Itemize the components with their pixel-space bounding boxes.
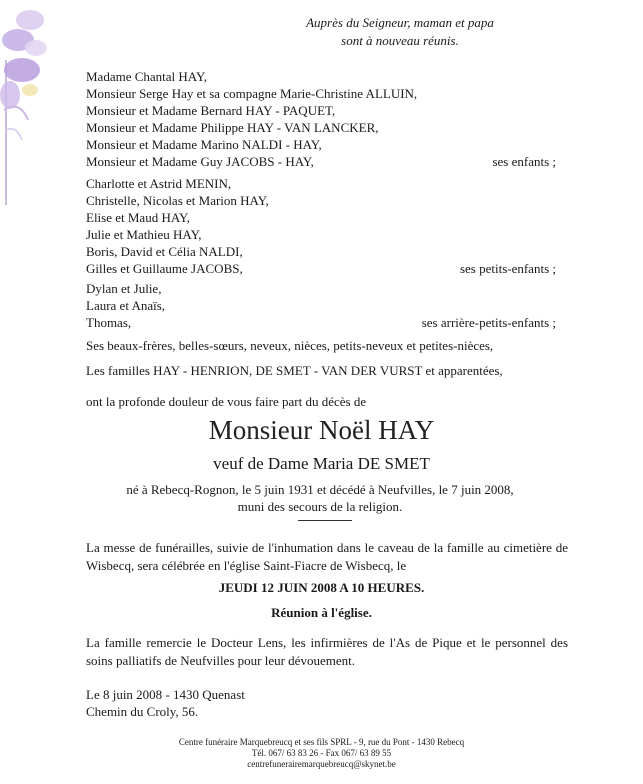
in-laws-line: Ses beaux-frères, belles-sœurs, neveux, nièces, petits-neveux et petites-nièces, xyxy=(86,338,494,353)
place-date-line: Le 8 juin 2008 - 1430 Quenast xyxy=(86,687,245,702)
reunion-text: Réunion à l'église. xyxy=(271,605,372,620)
child-name: Monsieur et Madame Guy JACOBS - HAY, xyxy=(86,154,314,169)
grandchild-line: Elise et Maud HAY, xyxy=(86,210,190,225)
grandchild-line xyxy=(86,260,566,277)
grandchildren-list xyxy=(86,175,566,277)
grandchild-line: Charlotte et Astrid MENIN, xyxy=(86,176,232,191)
funeral-home-footer xyxy=(0,737,643,770)
great-grandchild-line: Laura et Anaïs, xyxy=(86,298,166,313)
mass-text: La messe de funérailles, suivie de l'inhumation dans le caveau de la famille au cimetière de Wisbecq, sera célébrée en l'église Saint-Fiacre de Wisbecq, le xyxy=(86,540,568,573)
footer-email-line: centrefunerairemarquebreucq@skynet.be xyxy=(247,759,396,769)
announcement-line: ont la profonde douleur de vous faire part du décès de xyxy=(86,394,367,409)
grandchild-line: Julie et Mathieu HAY, xyxy=(86,227,202,242)
grandchildren-role: ses petits-enfants ; xyxy=(459,261,556,276)
flower-decoration-icon xyxy=(0,0,50,205)
great-grandchild-line: Dylan et Julie, xyxy=(86,281,162,296)
mass-date: JEUDI 12 JUIN 2008 A 10 HEURES. xyxy=(218,580,425,595)
place-date xyxy=(86,686,245,720)
child-line: Madame Chantal HAY, xyxy=(86,69,207,84)
footer-company-line: Centre funéraire Marquebreucq et ses fils SPRL - 9, rue du Pont - 1430 Rebecq xyxy=(178,737,465,747)
epigraph-line-2: sont à nouveau réunis. xyxy=(341,33,459,48)
widower-line: veuf de Dame Maria DE SMET xyxy=(213,454,430,473)
families-line: Les familles HAY - HENRION, DE SMET - VAN DER VURST et apparentées, xyxy=(86,363,503,378)
religion-line: muni des secours de la religion. xyxy=(237,499,403,514)
great-grandchildren-role: ses arrière-petits-enfants ; xyxy=(421,315,556,330)
child-line: Monsieur et Madame Marino NALDI - HAY, xyxy=(86,137,322,152)
footer-phone-line: Tél. 067/ 63 83 26 - Fax 067/ 63 89 55 xyxy=(251,748,392,758)
address-line: Chemin du Croly, 56. xyxy=(86,704,199,719)
great-grandchild-line xyxy=(86,314,566,331)
child-line: Monsieur Serge Hay et sa compagne Marie-Christine ALLUIN, xyxy=(86,86,418,101)
deceased-name: Monsieur Noël HAY xyxy=(208,415,435,445)
great-grandchild-name: Thomas, xyxy=(86,315,132,330)
divider xyxy=(298,520,352,521)
epigraph xyxy=(300,14,500,50)
child-line: Monsieur et Madame Philippe HAY - VAN LANCKER, xyxy=(86,120,379,135)
grandchild-name: Gilles et Guillaume JACOBS, xyxy=(86,261,243,276)
children-role: ses enfants ; xyxy=(492,154,556,169)
children-list xyxy=(86,68,566,170)
child-line: Monsieur et Madame Bernard HAY - PAQUET, xyxy=(86,103,336,118)
great-grandchildren-list xyxy=(86,280,566,331)
grandchild-line: Boris, David et Célia NALDI, xyxy=(86,244,243,259)
birth-death-line: né à Rebecq-Rognon, le 5 juin 1931 et décédé à Neufvilles, le 7 juin 2008, xyxy=(126,482,514,497)
child-line xyxy=(86,153,566,170)
thanks-text: La famille remercie le Docteur Lens, les infirmières de l'As de Pique et le personnel des soins palliatifs de Neufvilles pour leur dévouement. xyxy=(86,635,568,668)
birth-death-info xyxy=(90,481,550,515)
epigraph-line-1: Auprès du Seigneur, maman et papa xyxy=(306,15,494,30)
grandchild-line: Christelle, Nicolas et Marion HAY, xyxy=(86,193,269,208)
